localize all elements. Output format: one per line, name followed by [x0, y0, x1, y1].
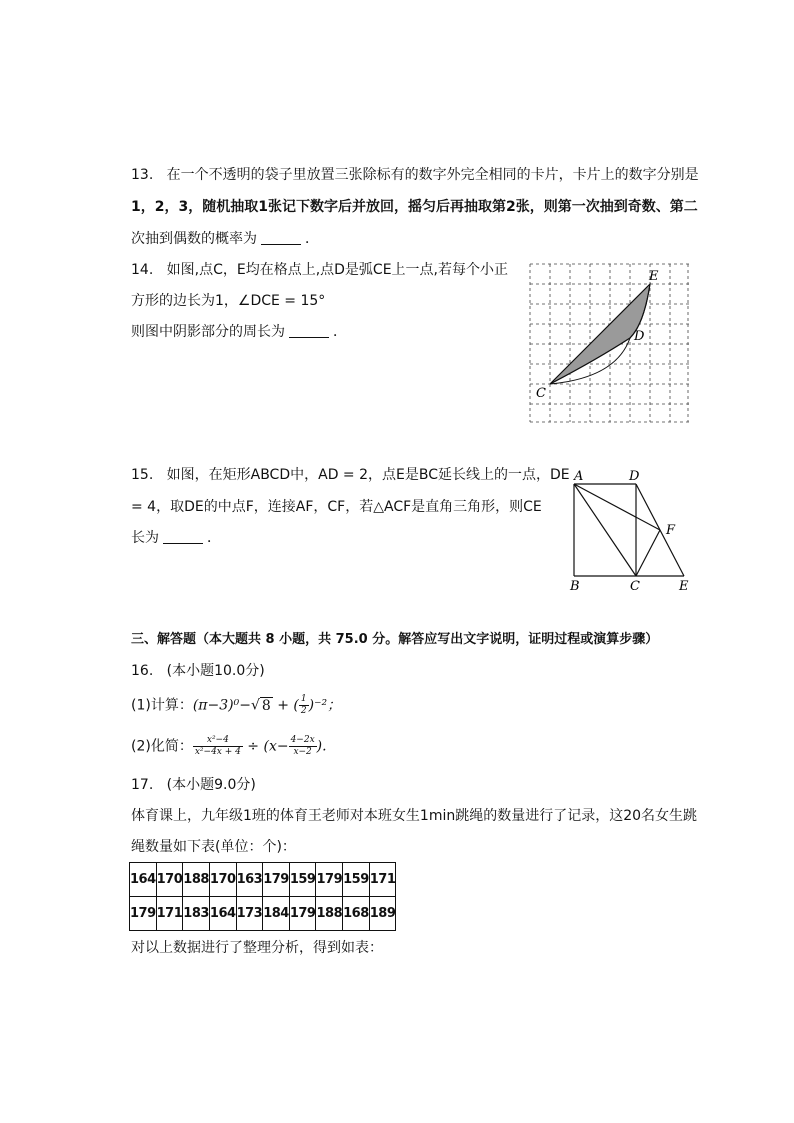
q13-text-1: 在一个不透明的袋子里放置三张除标有的数字外完全相同的卡片，卡片上的数字分别是	[166, 167, 699, 183]
part1-expr-b: + (	[272, 697, 299, 714]
sqrt-radicand: 8	[261, 697, 271, 714]
part1-expr-c: )⁻²；	[308, 697, 342, 714]
fraction-1-denominator: x²−4x + 4	[194, 747, 241, 757]
q15-line1	[131, 465, 570, 485]
table-cell: 179	[289, 897, 316, 931]
fraction-1	[193, 735, 243, 758]
segment-af	[574, 484, 660, 530]
half-fraction	[299, 694, 309, 717]
fraction-2-numerator: 4−2x	[290, 735, 315, 745]
section-heading: 三、解答题（本大题共 8 小题，共 75.0 分。解答应写出文字说明，证明过程或演算步骤）	[131, 632, 659, 647]
label-e: E	[649, 269, 659, 284]
jump-rope-table	[129, 862, 396, 931]
table-row	[130, 897, 396, 931]
part1-label: (1)计算：	[131, 697, 193, 714]
q13-line3	[131, 229, 319, 249]
q14-line1	[131, 260, 508, 280]
table-cell: 163	[236, 863, 263, 897]
q17-line1: 体育课上，九年级1班的体育王老师对本班女生1min跳绳的数量进行了记录，这20名女生跳	[131, 808, 698, 824]
table-cell: 168	[343, 897, 370, 931]
q13-end: ．	[305, 231, 319, 247]
q13-number: 13.	[131, 167, 154, 183]
fraction-denominator: 2	[300, 706, 307, 716]
segment-ac	[574, 484, 636, 576]
answer-blank[interactable]	[163, 529, 203, 544]
table-cell: 188	[183, 863, 210, 897]
q15-text-1: 如图，在矩形ABCD中，AD = 2，点E是BC延长线上的一点，DE	[166, 467, 570, 483]
answer-blank[interactable]	[289, 323, 329, 338]
table-cell: 170	[156, 863, 183, 897]
q15-figure	[566, 466, 696, 592]
q14-text-3: 则图中阴影部分的周长为	[131, 324, 285, 340]
table-cell: 164	[130, 863, 157, 897]
label-d: D	[634, 329, 645, 344]
table-cell: 179	[316, 863, 343, 897]
q16-header	[131, 661, 265, 681]
table-cell: 183	[183, 897, 210, 931]
fraction-2-denominator: x−2	[293, 747, 312, 757]
answer-blank[interactable]	[261, 230, 301, 245]
q17-number: 17.	[131, 777, 154, 793]
q13-text-3: 次抽到偶数的概率为	[131, 231, 257, 247]
q16-part1	[131, 694, 341, 717]
label-f: F	[666, 523, 676, 538]
q15-text-3: 长为	[131, 530, 159, 546]
q14-figure	[526, 260, 692, 426]
fraction-2	[289, 735, 317, 758]
table-cell: 189	[369, 897, 396, 931]
table-cell: 179	[130, 897, 157, 931]
part2-label: (2)化简：	[131, 738, 193, 755]
table-cell: 171	[369, 863, 396, 897]
q16-points: (本小题10.0分)	[166, 663, 265, 679]
table-cell: 188	[316, 897, 343, 931]
q17-line2: 绳数量如下表(单位：个)：	[131, 839, 296, 855]
sqrt-symbol: √	[250, 697, 260, 714]
part2-mid: ÷ (x−	[242, 738, 289, 755]
q14-text-1: 如图,点C，E均在格点上,点D是弧CE上一点,若每个小正	[166, 262, 508, 278]
label-a: A	[574, 469, 584, 484]
label-b: B	[570, 579, 580, 592]
q14-line3	[131, 322, 347, 342]
table-cell: 171	[156, 897, 183, 931]
label-d: D	[629, 469, 640, 484]
table-cell: 184	[263, 897, 290, 931]
q15-number: 15.	[131, 467, 154, 483]
fraction-1-numerator: x²−4	[193, 735, 243, 747]
label-c: C	[536, 386, 546, 401]
q15-line2: = 4，取DE的中点F，连接AF，CF，若△ACF是直角三角形，则CE	[131, 499, 542, 515]
table-cell: 164	[209, 897, 236, 931]
q16-part2	[131, 735, 327, 758]
table-cell: 159	[343, 863, 370, 897]
table-cell: 170	[209, 863, 236, 897]
q14-end: ．	[333, 324, 347, 340]
table-body	[130, 863, 396, 931]
label-c: C	[630, 579, 640, 592]
q17-header	[131, 775, 256, 795]
segment-cf	[636, 530, 660, 576]
label-e: E	[679, 579, 689, 592]
q17-after-table: 对以上数据进行了整理分析，得到如表：	[131, 940, 383, 956]
q14-line2: 方形的边长为1，∠DCE = 15°	[131, 293, 326, 309]
q13-line2: 1，2，3，随机抽取1张记下数字后并放回，摇匀后再抽取第2张，则第一次抽到奇数、第二	[131, 199, 698, 215]
q14-number: 14.	[131, 262, 154, 278]
q17-points: (本小题9.0分)	[166, 777, 256, 793]
fraction-numerator: 1	[300, 694, 307, 704]
q13-line1	[131, 165, 699, 185]
table-cell: 179	[263, 863, 290, 897]
part1-expr-a: (π−3)⁰−	[192, 697, 251, 714]
table-row	[130, 863, 396, 897]
q15-line3	[131, 528, 221, 548]
table-cell: 159	[289, 863, 316, 897]
table-cell: 173	[236, 897, 263, 931]
part2-end: ).	[316, 738, 327, 755]
q16-number: 16.	[131, 663, 154, 679]
q15-end: ．	[207, 530, 221, 546]
